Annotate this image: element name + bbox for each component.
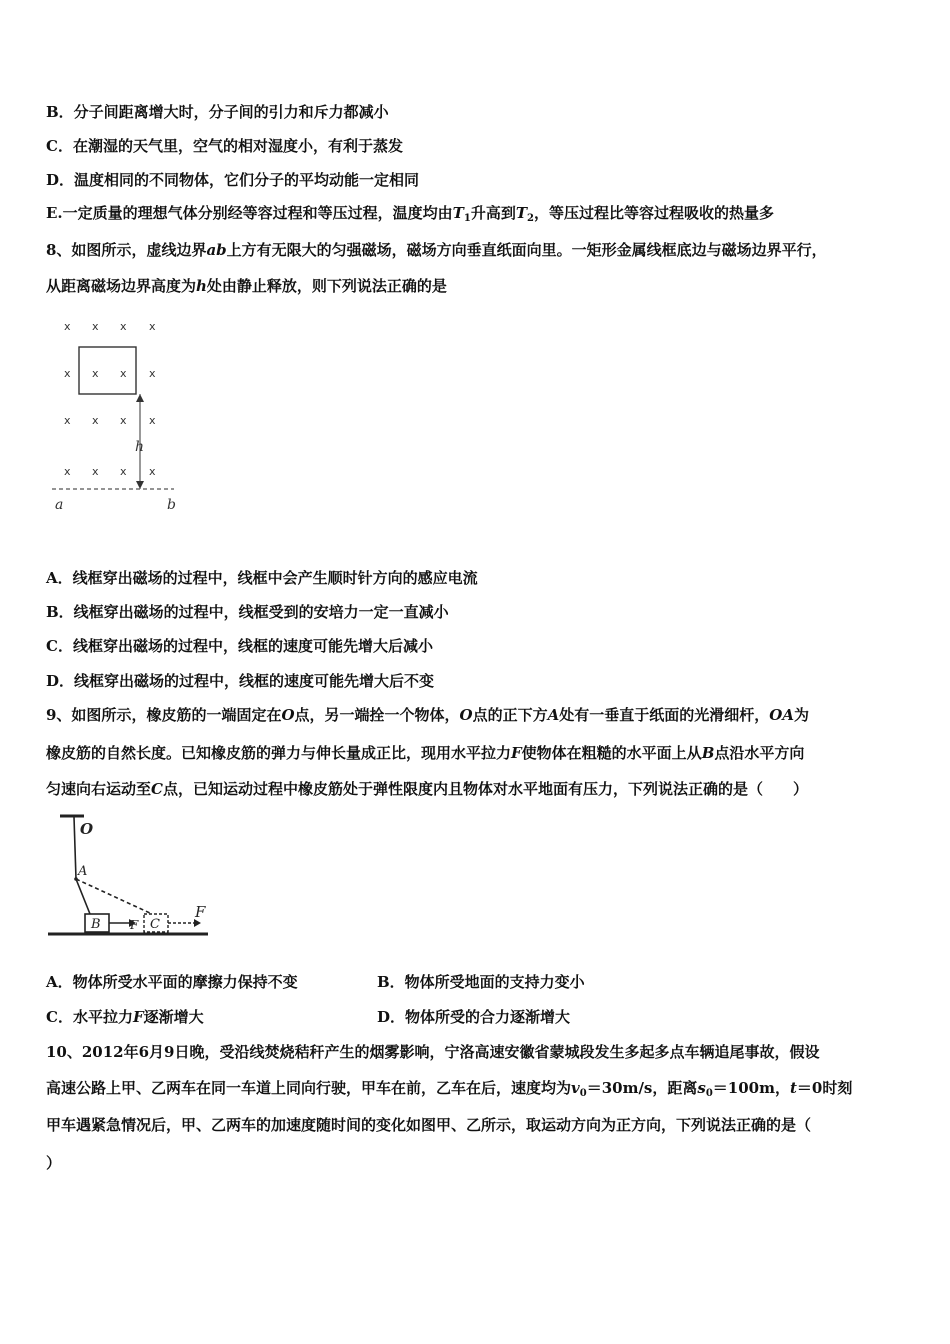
text: 高速公路上甲、乙两车在同一车道上同向行驶，甲车在前，乙车在后，速度均为	[46, 1079, 572, 1097]
arrow-head-down	[136, 481, 144, 489]
q10-stem-line2	[46, 1078, 852, 1104]
rubber-band-oa	[74, 817, 76, 879]
q9-option-b: B．物体所受地面的支持力变小	[377, 973, 585, 991]
var-a: A	[547, 706, 560, 724]
cross-mark: x	[64, 320, 71, 333]
label-a: a	[55, 497, 64, 513]
q9-option-a: A．物体所受水平面的摩擦力保持不变	[46, 973, 298, 991]
var-f: F	[132, 1008, 144, 1026]
text: 上方有无限大的匀强磁场，磁场方向垂直纸面向里。一矩形金属线框底边与磁场边界平行，	[226, 241, 827, 259]
text: 为	[794, 706, 810, 724]
label-f-small: F	[130, 918, 139, 932]
q7-option-b: B．分子间距离增大时，分子间的引力和斥力都减小	[46, 103, 389, 121]
var-f: F	[511, 744, 522, 762]
var-b: B	[701, 744, 715, 762]
sub-2: 2	[527, 213, 534, 224]
label-o: O	[80, 820, 94, 838]
cross-mark: x	[92, 367, 99, 380]
sub-1: 1	[463, 213, 471, 224]
q8-stem-line1	[46, 240, 827, 260]
cross-mark: x	[149, 414, 156, 427]
text: ＝0时刻	[796, 1079, 853, 1097]
cross-mark: x	[64, 367, 71, 380]
text: 处由静止释放，则下列说法正确的是	[206, 277, 447, 295]
var-s: s	[697, 1079, 706, 1097]
q8-option-c: C．线框穿出磁场的过程中，线框的速度可能先增大后减小	[46, 637, 433, 655]
label-b: B	[91, 917, 101, 932]
q7-option-d: D．温度相同的不同物体，它们分子的平均动能一定相同	[46, 171, 420, 189]
q8-option-d: D．线框穿出磁场的过程中，线框的速度可能先增大后不变	[46, 672, 435, 690]
label-a: A	[78, 864, 88, 879]
cross-mark: x	[149, 367, 156, 380]
var-o: O	[459, 706, 473, 724]
text: 点沿水平方向	[714, 744, 805, 762]
text: 9、如图所示，橡皮筋的一端固定在	[46, 706, 282, 724]
text: C．水平拉力	[46, 1008, 133, 1026]
q8-stem-line2	[46, 276, 447, 296]
cross-mark: x	[92, 414, 99, 427]
text: ＝100m，	[712, 1079, 790, 1097]
text: 升高到	[470, 204, 516, 222]
cross-mark: x	[92, 320, 99, 333]
q8-option-a: A．线框穿出磁场的过程中，线框中会产生顺时针方向的感应电流	[46, 569, 478, 587]
var-c: C	[151, 780, 163, 798]
var-t1: T	[452, 204, 464, 222]
q10-stem-line4: ）	[46, 1154, 62, 1172]
q9-option-d: D．物体所受的合力逐渐增大	[377, 1008, 571, 1026]
q9-stem-line3	[46, 779, 808, 799]
cross-mark: x	[120, 367, 127, 380]
q7-option-e	[46, 203, 774, 229]
text: 点，另一端拴一个物体，	[294, 706, 460, 724]
q9-rubber-band-figure	[46, 812, 216, 942]
text: ，等压过程比等容过程吸收的热量多	[533, 204, 774, 222]
cross-mark: x	[149, 465, 156, 478]
label-c: C	[150, 917, 160, 932]
q8-option-b: B．线框穿出磁场的过程中，线框受到的安培力一定一直减小	[46, 603, 449, 621]
text: 匀速向右运动至	[46, 780, 152, 798]
text: 逐渐增大	[143, 1008, 204, 1026]
text: 点的正下方	[472, 706, 548, 724]
cross-mark: x	[92, 465, 99, 478]
cross-mark: x	[64, 414, 71, 427]
var-t2: T	[515, 204, 527, 222]
cross-mark: x	[149, 320, 156, 333]
wire-frame	[79, 347, 136, 394]
q8-magnetic-field-figure	[46, 312, 196, 517]
band-to-b	[76, 879, 90, 914]
label-f: F	[195, 903, 206, 921]
var-oa: OA	[769, 706, 795, 724]
q9-option-c	[46, 1007, 204, 1027]
var-t: t	[789, 1079, 797, 1097]
var-h: h	[196, 277, 207, 295]
text: 从距离磁场边界高度为	[46, 277, 197, 295]
text: 8、如图所示，虚线边界	[46, 241, 207, 259]
var-ab: ab	[206, 241, 227, 259]
sub-0: 0	[705, 1088, 713, 1099]
q7-option-c: C．在潮湿的天气里，空气的相对湿度小，有利于蒸发	[46, 137, 403, 155]
var-v: v	[571, 1079, 580, 1097]
cross-mark: x	[120, 320, 127, 333]
arrow-head-up	[136, 394, 144, 402]
q10-stem-line1: 10、2012年6月9日晚，受沿线焚烧秸秆产生的烟雾影响，宁洛高速安徽省蒙城段发生多起多点车辆追尾事故，假设	[46, 1043, 820, 1061]
q9-stem-line1	[46, 705, 809, 725]
text: 处有一垂直于纸面的光滑细杆，	[559, 706, 770, 724]
cross-mark: x	[120, 414, 127, 427]
q9-stem-line2	[46, 743, 804, 763]
label-b: b	[167, 497, 176, 513]
text: 点，已知运动过程中橡皮筋处于弹性限度内且物体对水平地面有压力，下列说法正确的是（ ）	[162, 780, 808, 798]
q10-stem-line3: 甲车遇紧急情况后，甲、乙两车的加速度随时间的变化如图甲、乙所示，取运动方向为正方向，下列说法正确的是（	[46, 1116, 812, 1134]
cross-mark: x	[64, 465, 71, 478]
cross-mark: x	[120, 465, 127, 478]
label-h: h	[135, 439, 145, 455]
text: ＝30m/s，距离	[586, 1079, 698, 1097]
sub-0: 0	[579, 1088, 587, 1099]
text: E.一定质量的理想气体分别经等容过程和等压过程，温度均由	[46, 204, 453, 222]
text: 橡皮筋的自然长度。已知橡皮筋的弹力与伸长量成正比，现用水平拉力	[46, 744, 512, 762]
text: 使物体在粗糙的水平面上从	[521, 744, 702, 762]
var-o: O	[281, 706, 295, 724]
